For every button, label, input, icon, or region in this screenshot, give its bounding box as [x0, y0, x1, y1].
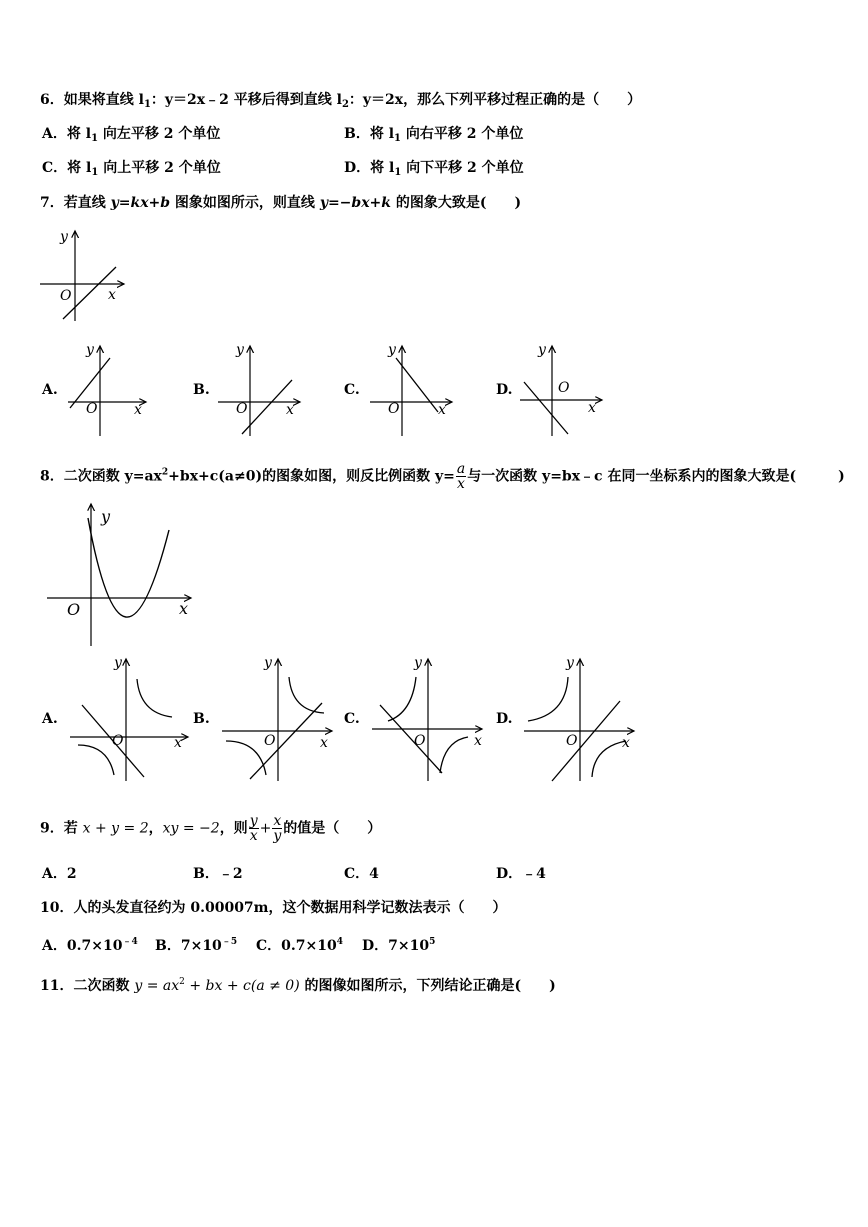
origin-label: O	[60, 288, 72, 304]
q6-option-b[interactable]: B．将 $l_1$ 向右平移 2 个单位	[344, 126, 524, 144]
q7-stem: 7．若直线 y=kx+b 图象如图所示，则直线 y=−bx+k 的图象大致是( )	[40, 195, 522, 211]
q7-option-d-graph[interactable]	[518, 340, 608, 438]
svg-text:O: O	[558, 380, 570, 396]
q11-stem: 11．二次函数 $y = ax^2$ + bx + c(a ≠ 0) 的图像如图所示，下列结论正确是( )	[40, 977, 556, 994]
q8-stem: 8．二次函数 $y=ax^2+bx+c(a\ne 0)$的图象如图，则反比例函数 y= $\frac{a}{x}$ 与一次函数 y=bx﹣c 在同一坐标系内的图象大致是( )	[40, 461, 845, 492]
svg-text:x: x	[174, 735, 182, 751]
svg-text:O: O	[236, 401, 248, 417]
svg-text:y: y	[101, 507, 111, 526]
svg-text:y: y	[236, 342, 244, 358]
q10-option-d[interactable]: D．$7\times 10^5$	[362, 937, 436, 954]
q8-parabola-graph	[45, 500, 195, 650]
q9-option-d[interactable]: D．﹣4	[496, 866, 546, 882]
q8-option-b-graph[interactable]	[220, 655, 345, 783]
q8-option-d-graph[interactable]	[522, 655, 647, 783]
svg-text:y: y	[538, 342, 546, 358]
x-label: x	[108, 287, 116, 303]
q9-fraction-y-over-x: $\frac{y}{x}$	[249, 813, 258, 844]
q9-option-a[interactable]: A．2	[42, 866, 77, 882]
svg-text:x: x	[286, 402, 294, 418]
q6-stem: 6．如果将直线 $l_1$：y＝2x﹣2 平移后得到直线 $l_2$：y＝2x，那么下列平移过程正确的是（ ）	[40, 92, 642, 110]
q8-option-a-graph[interactable]	[68, 655, 193, 783]
q7-option-a-label[interactable]: A.	[42, 382, 58, 398]
parabola-curve	[88, 518, 169, 617]
svg-text:O: O	[566, 733, 578, 749]
q6-option-a[interactable]: A．将 $l_1$ 向左平移 2 个单位	[42, 126, 221, 144]
svg-text:O: O	[112, 733, 124, 749]
q6-option-d[interactable]: D．将 $l_1$ 向下平移 2 个单位	[344, 160, 524, 178]
svg-text:x: x	[134, 402, 142, 418]
q10-option-b[interactable]: B．$7\times 10^{﹣5}$	[155, 937, 238, 954]
svg-text:x: x	[474, 733, 482, 749]
q7-option-d-label[interactable]: D.	[496, 382, 513, 398]
svg-text:x: x	[320, 735, 328, 751]
q10-option-a[interactable]: A．$0.7\times 10^{﹣4}$	[42, 937, 138, 954]
svg-text:x: x	[622, 735, 630, 751]
svg-text:O: O	[414, 733, 426, 749]
q7-option-b-graph[interactable]	[216, 340, 306, 438]
q8-option-a-label[interactable]: A.	[42, 711, 58, 727]
q8-option-c-graph[interactable]	[370, 655, 495, 783]
q8-option-b-label[interactable]: B.	[193, 711, 210, 727]
q7-option-a-graph[interactable]	[66, 340, 151, 438]
svg-text:y: y	[86, 342, 94, 358]
q9-option-b[interactable]: B．﹣2	[193, 866, 243, 882]
svg-text:O: O	[67, 600, 81, 619]
q7-option-b-label[interactable]: B.	[193, 382, 210, 398]
svg-text:O: O	[86, 401, 98, 417]
q8-fraction: $\frac{a}{x}$	[456, 461, 466, 492]
svg-text:y: y	[114, 655, 122, 671]
q9-stem: 9．若 x + y = 2，xy = −2，则 $\frac{y}{x}$ + $\frac{x}{y}$ 的值是（ ）	[40, 813, 382, 844]
q7-option-c-graph[interactable]	[368, 340, 458, 438]
svg-text:O: O	[264, 733, 276, 749]
q9-option-c[interactable]: C．4	[344, 866, 379, 882]
q6-option-c[interactable]: C．将 $l_1$ 向上平移 2 个单位	[42, 160, 221, 178]
svg-text:x: x	[588, 400, 596, 416]
q10-stem: 10．人的头发直径约为 0.00007m，这个数据用科学记数法表示（ ）	[40, 900, 507, 916]
svg-text:y: y	[264, 655, 272, 671]
q7-reference-graph	[38, 225, 128, 325]
q8-option-d-label[interactable]: D.	[496, 711, 513, 727]
svg-text:x: x	[179, 599, 189, 618]
svg-text:y: y	[566, 655, 574, 671]
svg-text:y: y	[414, 655, 422, 671]
y-label: y	[60, 229, 68, 245]
q8-option-c-label[interactable]: C.	[344, 711, 360, 727]
q10-option-c[interactable]: C．$0.7\times 10^4$	[256, 937, 343, 954]
svg-text:O: O	[388, 401, 400, 417]
q7-option-c-label[interactable]: C.	[344, 382, 360, 398]
svg-text:x: x	[438, 402, 446, 418]
svg-text:y: y	[388, 342, 396, 358]
q9-fraction-x-over-y: $\frac{x}{y}$	[273, 813, 282, 844]
